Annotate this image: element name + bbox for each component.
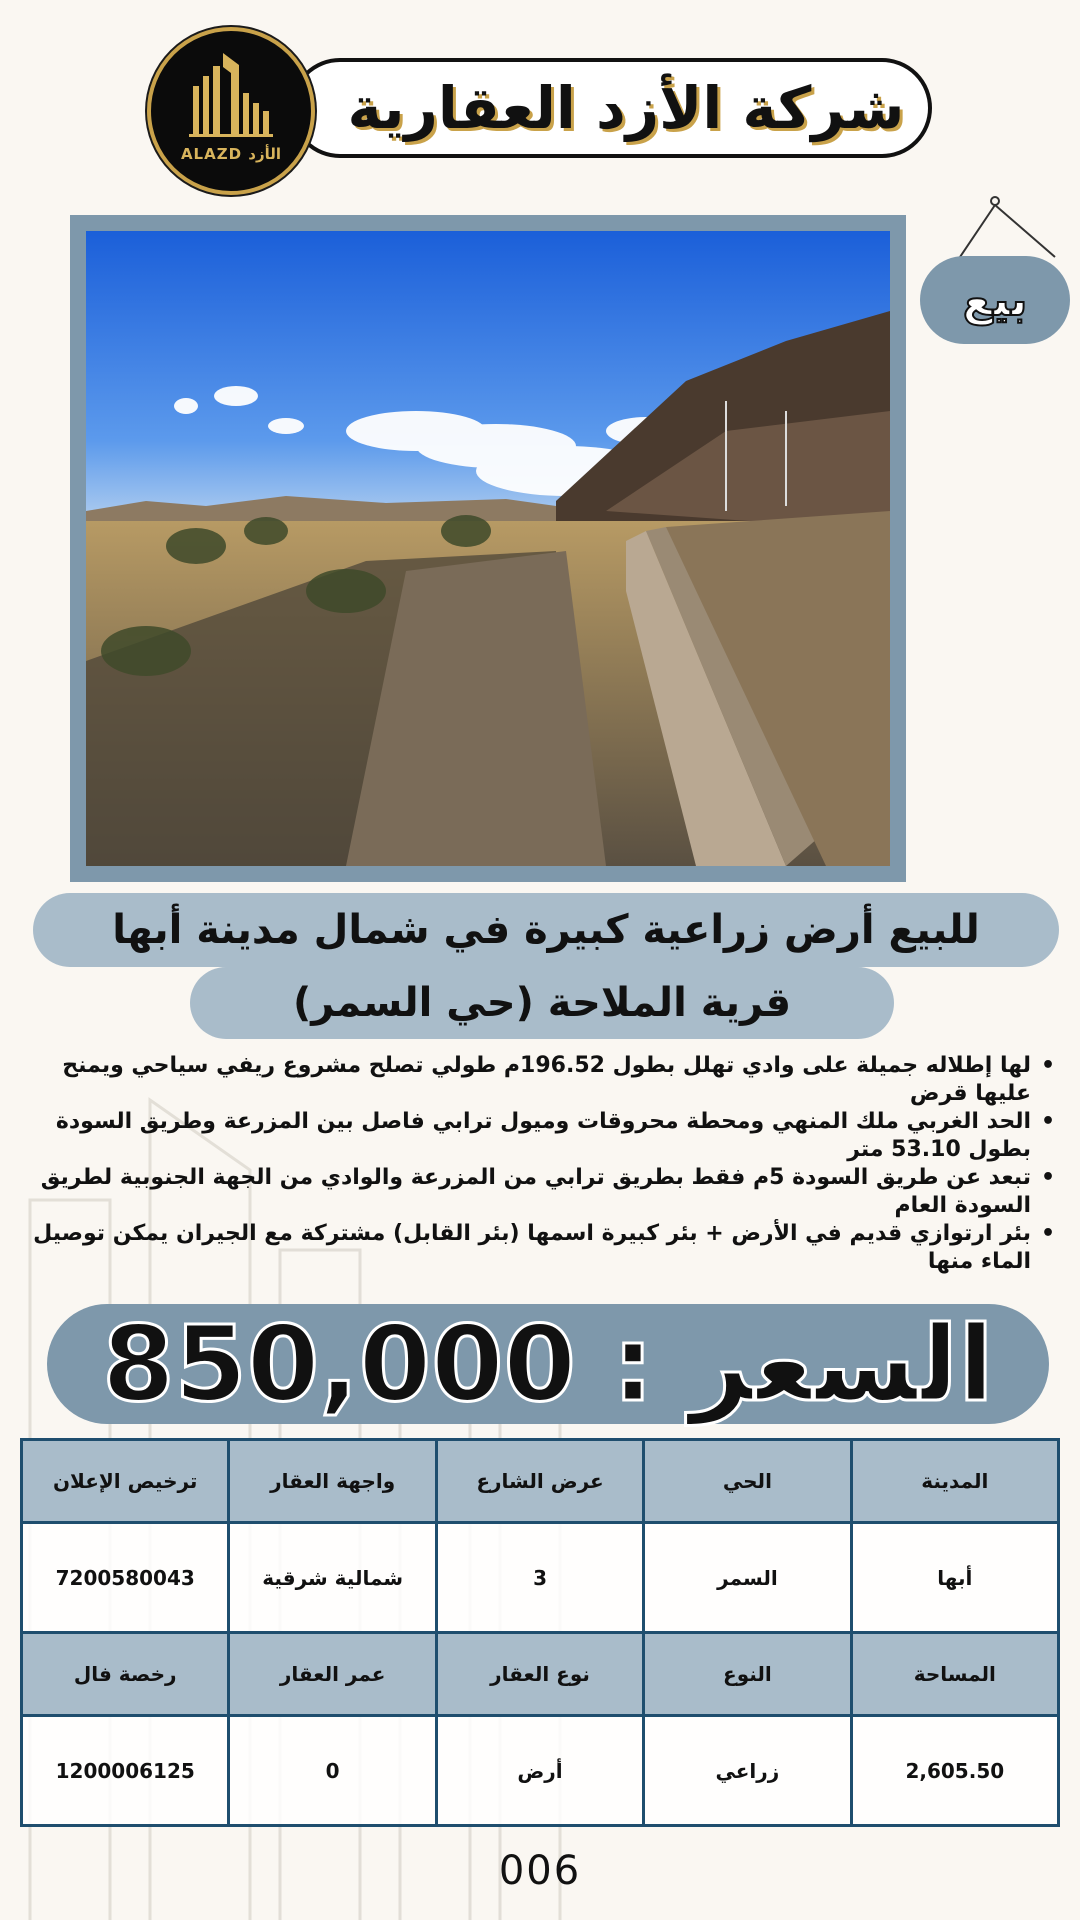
sale-tag bbox=[920, 256, 1070, 344]
table-cell: 0 bbox=[229, 1716, 436, 1826]
feature-item: • بئر ارتوازي قديم في الأرض + بئر كبيرة اسمها (بئر القابل) مشتركة مع الجيران يمكن توصيل الماء منها bbox=[30, 1220, 1055, 1276]
headline-banner bbox=[33, 893, 1059, 967]
table-cell: 3 bbox=[436, 1523, 643, 1633]
price-banner bbox=[47, 1304, 1049, 1424]
property-photo-frame bbox=[70, 215, 906, 882]
table-header-cell: ترخيص الإعلان bbox=[22, 1440, 229, 1523]
table-header-cell: واجهة العقار bbox=[229, 1440, 436, 1523]
sale-tag-label: بيع bbox=[962, 274, 1028, 326]
subheadline-banner bbox=[190, 967, 894, 1039]
table-header-row bbox=[22, 1440, 1059, 1523]
table-header-cell: رخصة فال bbox=[22, 1633, 229, 1716]
table-header-cell: الحي bbox=[644, 1440, 851, 1523]
table-header-row bbox=[22, 1633, 1059, 1716]
table-cell: 2,605.50 bbox=[851, 1716, 1058, 1826]
feature-item: • تبعد عن طريق السودة 5م فقط بطريق ترابي من المزرعة والوادي من الجهة الجنوبية لطريق السودة العام bbox=[30, 1164, 1055, 1220]
table-row bbox=[22, 1716, 1059, 1826]
table-header-cell: نوع العقار bbox=[436, 1633, 643, 1716]
table-row bbox=[22, 1523, 1059, 1633]
company-name: شركة الأزد العقارية bbox=[347, 74, 905, 142]
table-cell: أبها bbox=[851, 1523, 1058, 1633]
headline-line2: قرية الملاحة (حي السمر) bbox=[292, 980, 792, 1026]
tag-string bbox=[955, 195, 1065, 265]
page-number: 006 bbox=[498, 1848, 582, 1894]
table-cell: شمالية شرقية bbox=[229, 1523, 436, 1633]
company-name-banner bbox=[290, 58, 932, 158]
table-header-cell: المساحة bbox=[851, 1633, 1058, 1716]
table-cell: 7200580043 bbox=[22, 1523, 229, 1633]
landscape-photo-illustration bbox=[86, 231, 890, 866]
table-cell: 1200006125 bbox=[22, 1716, 229, 1826]
headline-line1: للبيع أرض زراعية كبيرة في شمال مدينة أبها bbox=[112, 907, 980, 953]
property-info-table bbox=[20, 1438, 1060, 1827]
company-logo bbox=[147, 27, 315, 195]
feature-item: • لها إطلاله جميلة على وادي تهلل بطول 196.52م طولي تصلح مشروع ريفي سياحي ويمنح عليها قرض bbox=[30, 1052, 1055, 1108]
table-header-cell: عمر العقار bbox=[229, 1633, 436, 1716]
table-cell: السمر bbox=[644, 1523, 851, 1633]
table-header-cell: عرض الشارع bbox=[436, 1440, 643, 1523]
property-photo bbox=[86, 231, 890, 866]
table-cell: أرض bbox=[436, 1716, 643, 1826]
table-header-cell: المدينة bbox=[851, 1440, 1058, 1523]
feature-item: • الحد الغربي ملك المنهي ومحطة محروقات وميول ترابي فاصل بين المزرعة وطريق السودة بطول 53.10 متر bbox=[30, 1108, 1055, 1164]
building-logo-icon bbox=[151, 31, 311, 191]
features-list bbox=[30, 1052, 1055, 1276]
price-text: السعر : 850,000 bbox=[102, 1303, 994, 1425]
table-cell: زراعي bbox=[644, 1716, 851, 1826]
logo-text: ALAZD الأزد bbox=[180, 145, 282, 163]
table-header-cell: النوع bbox=[644, 1633, 851, 1716]
